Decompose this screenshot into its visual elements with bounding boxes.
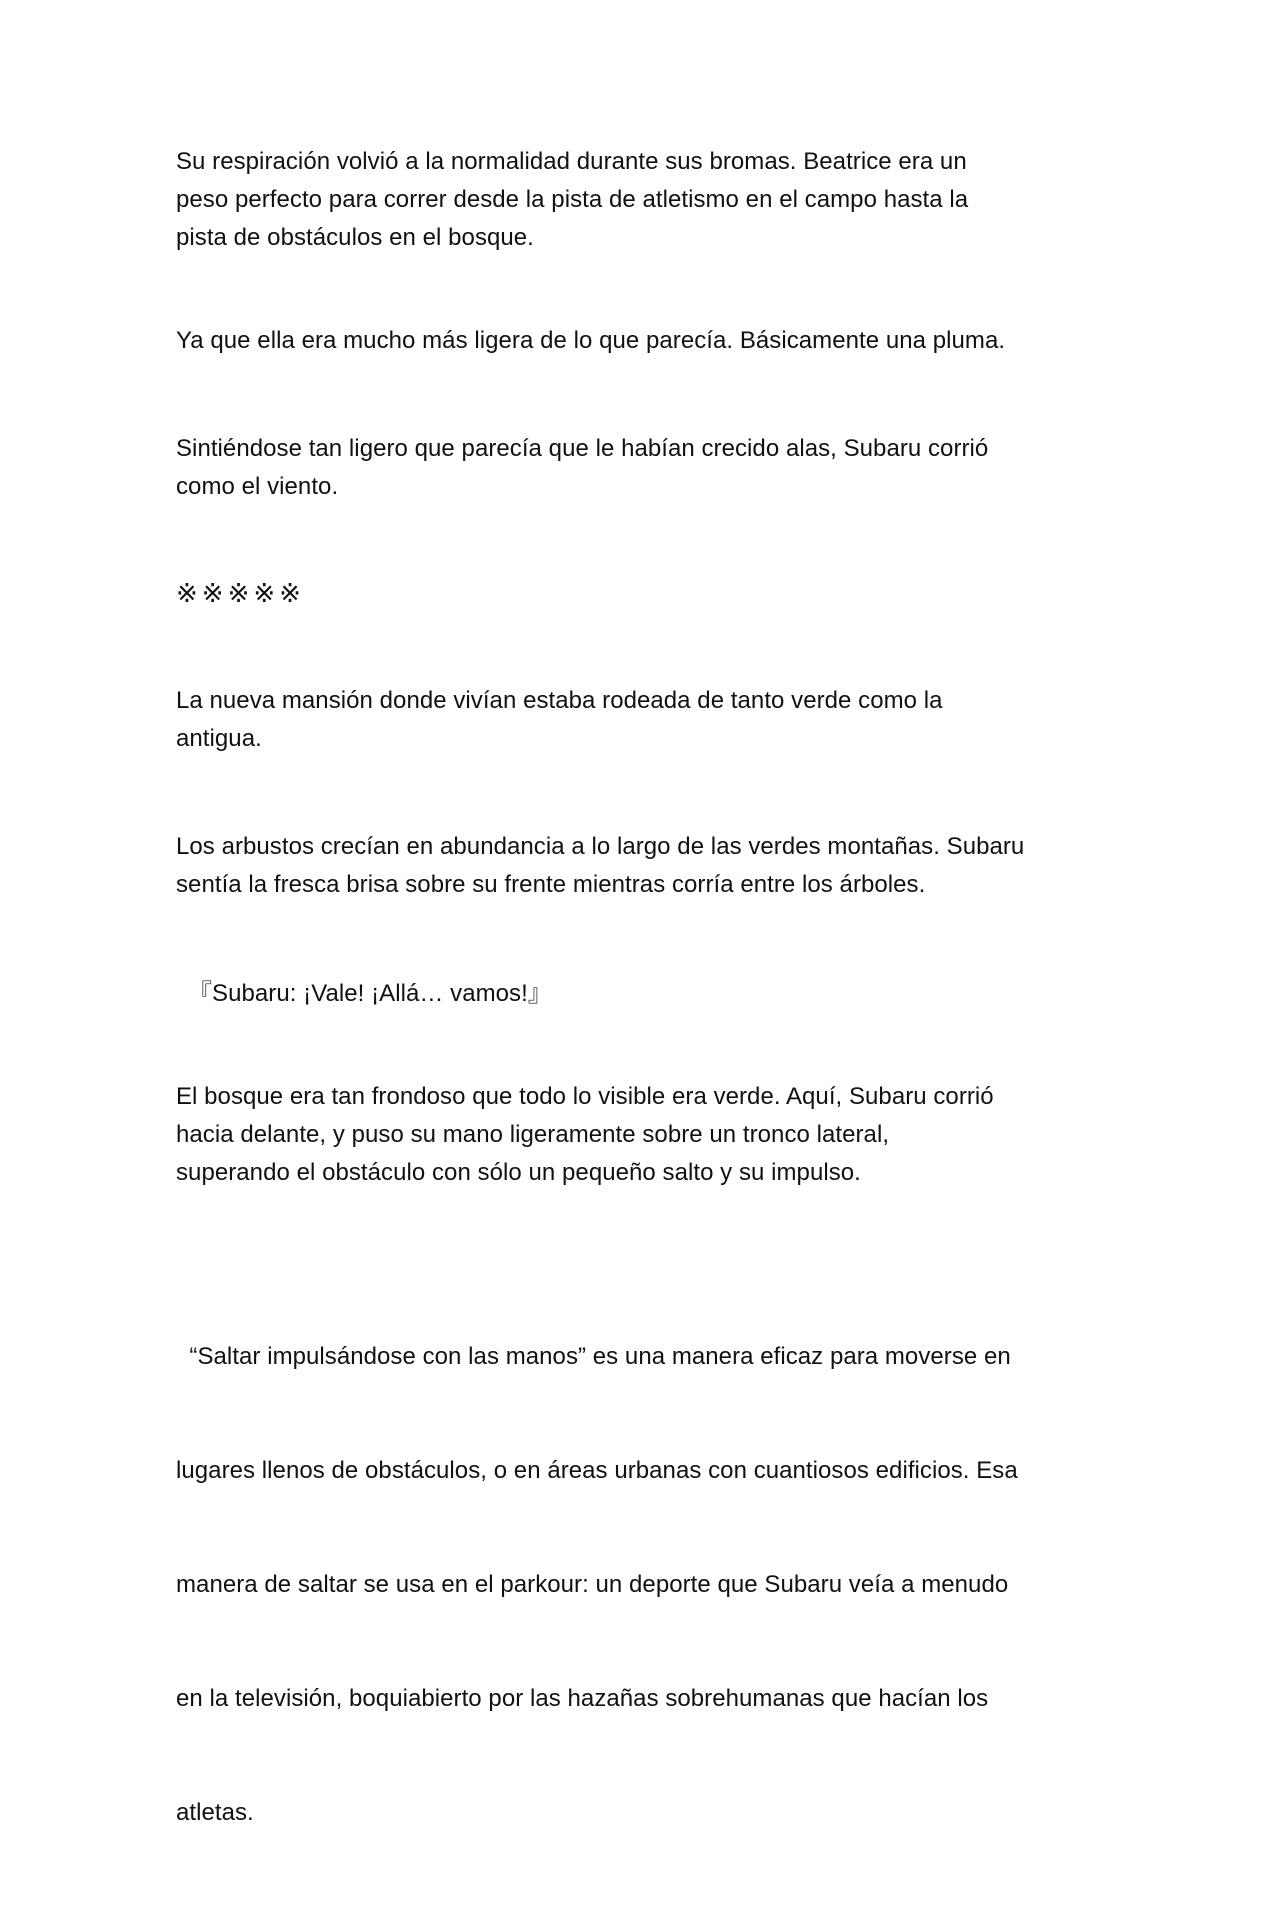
paragraph-7 <box>176 1262 1116 1908</box>
scene-separator: ※※※※※ <box>176 579 305 609</box>
paragraph-line: “Saltar impulsándose con las manos” es una manera eficaz para moverse en <box>176 1343 1011 1370</box>
paragraph-line: sentía la fresca brisa sobre su frente mientras corría entre los árboles. <box>176 871 926 898</box>
paragraph-line: antigua. <box>176 725 262 752</box>
paragraph-line: superando el obstáculo con sólo un pequeño salto y su impulso. <box>176 1159 861 1186</box>
paragraph-line: hacia delante, y puso su mano ligeramente sobre un tronco lateral, <box>176 1121 890 1148</box>
paragraph-line: El bosque era tan frondoso que todo lo visible era verde. Aquí, Subaru corrió <box>176 1083 994 1110</box>
paragraph-5 <box>176 828 1116 904</box>
paragraph-line: manera de saltar se usa en el parkour: un deporte que Subaru veía a menudo <box>176 1571 1009 1598</box>
paragraph-line: Su respiración volvió a la normalidad durante sus bromas. Beatrice era un <box>176 148 967 175</box>
paragraph-2 <box>176 322 1116 360</box>
dialogue-line: 『Subaru: ¡Vale! ¡Allá… vamos!』 <box>188 980 552 1007</box>
paragraph-line: lugares llenos de obstáculos, o en áreas urbanas con cuantiosos edificios. Esa <box>176 1457 1018 1484</box>
paragraph-line: atletas. <box>176 1799 254 1826</box>
paragraph-4 <box>176 682 1116 758</box>
paragraph-3 <box>176 430 1116 506</box>
paragraph-line: Sintiéndose tan ligero que parecía que le habían crecido alas, Subaru corrió <box>176 435 989 462</box>
paragraph-line: pista de obstáculos en el bosque. <box>176 224 534 251</box>
paragraph-line: peso perfecto para correr desde la pista de atletismo en el campo hasta la <box>176 186 969 213</box>
paragraph-line: Los arbustos crecían en abundancia a lo largo de las verdes montañas. Subaru <box>176 833 1025 860</box>
paragraph-line: como el viento. <box>176 473 339 500</box>
paragraph-line: Ya que ella era mucho más ligera de lo que parecía. Básicamente una pluma. <box>176 327 1006 354</box>
paragraph-line: en la televisión, boquiabierto por las hazañas sobrehumanas que hacían los <box>176 1685 989 1712</box>
paragraph-6 <box>176 1078 1116 1192</box>
paragraph-1 <box>176 143 1116 257</box>
paragraph-line: La nueva mansión donde vivían estaba rodeada de tanto verde como la <box>176 687 943 714</box>
